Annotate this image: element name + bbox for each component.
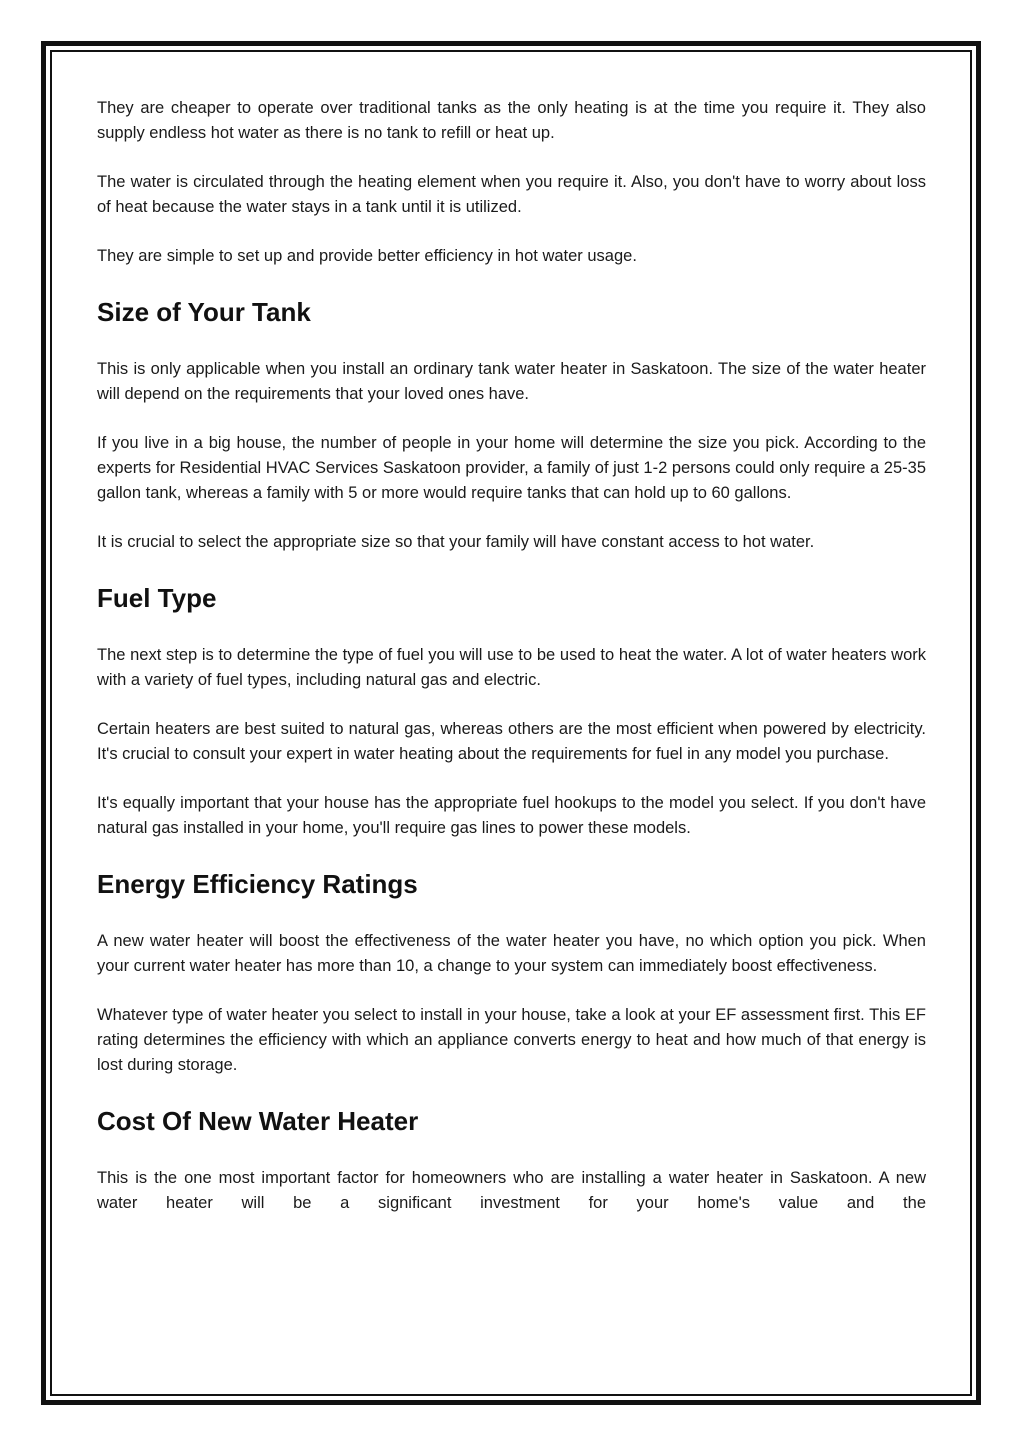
paragraph: This is only applicable when you install an ordinary tank water heater in Saskatoon. The size of the water heater will depend on the requirements that your loved ones have.	[97, 360, 926, 403]
paragraph: The next step is to determine the type of fuel you will use to be used to heat the water. A lot of water heaters work with a variety of fuel types, including natural gas and electric.	[97, 646, 926, 689]
paragraph: A new water heater will boost the effectiveness of the water heater you have, no which option you pick. When your current water heater has more than 10, a change to your system can immediately boost effectiveness.	[97, 932, 926, 975]
paragraph: This is the one most important factor for homeowners who are installing a water heater in Saskatoon. A new water heater will be a significant investment for your home's value and the	[97, 1169, 926, 1212]
paragraph: Whatever type of water heater you select to install in your house, take a look at your EF assessment first. This EF rating determines the efficiency with which an appliance converts energy to heat and how much of that energy is lost during storage.	[97, 1006, 926, 1074]
intro-section	[97, 96, 926, 269]
paragraph: Certain heaters are best suited to natural gas, whereas others are the most efficient when powered by electricity. It's crucial to consult your expert in water heating about the requirements for fuel in any model you purchase.	[97, 720, 926, 763]
section-fuel-type	[97, 581, 926, 841]
paragraph: If you live in a big house, the number of people in your home will determine the size you pick. According to the experts for Residential HVAC Services Saskatoon provider, a family of just 1-2 persons could only require a 25-35 gallon tank, whereas a family with 5 or more would require tanks that can hold up to 60 gallons.	[97, 434, 926, 502]
section-heading: Fuel Type	[97, 583, 217, 613]
section-heading: Size of Your Tank	[97, 297, 311, 327]
section-heading: Cost Of New Water Heater	[97, 1106, 419, 1136]
paragraph: The water is circulated through the heating element when you require it. Also, you don't have to worry about loss of heat because the water stays in a tank until it is utilized.	[97, 173, 926, 216]
section-energy-efficiency	[97, 867, 926, 1078]
document-body	[97, 96, 926, 1240]
paragraph: They are cheaper to operate over traditional tanks as the only heating is at the time you require it. They also supply endless hot water as there is no tank to refill or heat up.	[97, 99, 926, 142]
paragraph: They are simple to set up and provide better efficiency in hot water usage.	[97, 247, 637, 265]
section-heading: Energy Efficiency Ratings	[97, 869, 418, 899]
paragraph: It's equally important that your house has the appropriate fuel hookups to the model you select. If you don't have natural gas installed in your home, you'll require gas lines to power these models.	[97, 794, 926, 837]
section-cost	[97, 1104, 926, 1216]
paragraph: It is crucial to select the appropriate size so that your family will have constant access to hot water.	[97, 533, 815, 551]
section-size-of-tank	[97, 295, 926, 555]
